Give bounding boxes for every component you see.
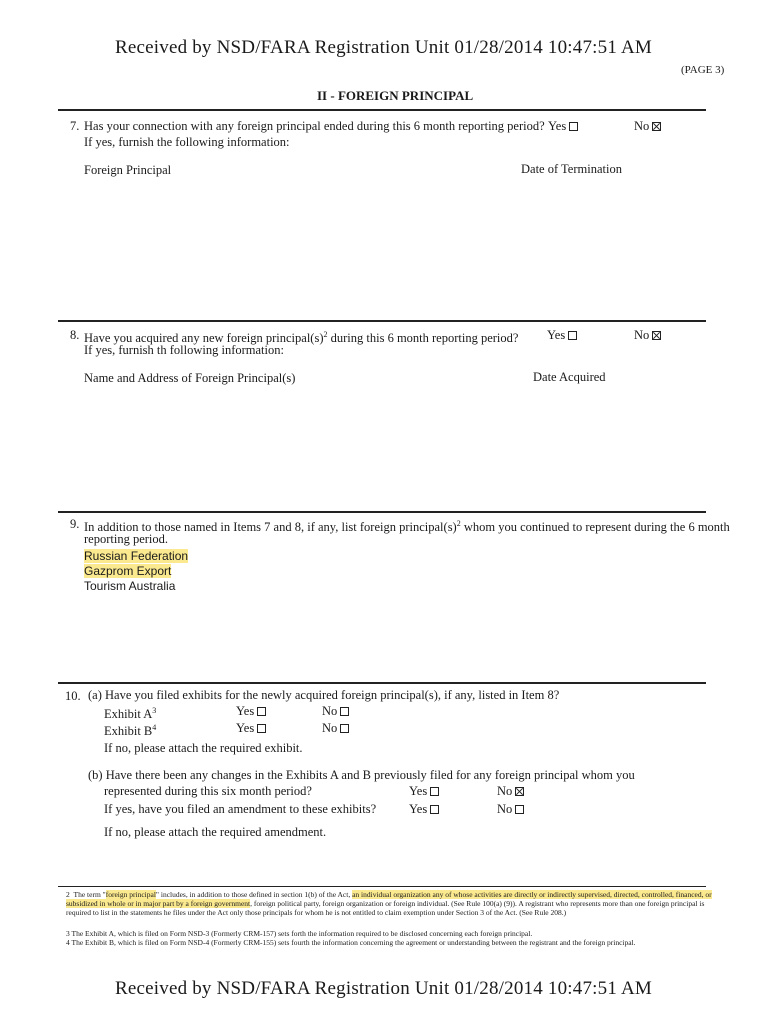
q9-text bbox=[84, 516, 730, 535]
exhibit-a-yes-checkbox[interactable] bbox=[257, 707, 266, 716]
q10b-text-line2: represented during this six month period? bbox=[104, 784, 312, 798]
principal-item: Gazprom Export bbox=[84, 564, 172, 578]
q10b-changes-no bbox=[497, 783, 524, 799]
received-stamp-bottom: Received by NSD/FARA Registration Unit 01/28/2014 10:47:51 AM bbox=[115, 978, 652, 999]
footnote-2-highlight-definition: an individual organization any of whose activities are directly or indirectly supervised, directed, controlled, financed, or subsidized in whole or in major part by a foreign government bbox=[66, 890, 712, 908]
q10b-amendment-yes-label: Yes bbox=[409, 802, 428, 816]
exhibit-b-text: Exhibit B bbox=[104, 724, 153, 739]
q7-yes-label: Yes bbox=[548, 119, 567, 133]
q8-yes-label: Yes bbox=[547, 328, 566, 342]
q8-footnote-ref: 2 bbox=[323, 330, 328, 339]
exhibit-a-no-label: No bbox=[322, 704, 338, 718]
divider bbox=[58, 682, 706, 684]
q7-yes-checkbox[interactable] bbox=[569, 122, 578, 131]
q10b-changes-yes-checkbox[interactable] bbox=[430, 787, 439, 796]
q10b-amendment-yes bbox=[409, 801, 439, 817]
q10-number: 10. bbox=[65, 689, 81, 703]
exhibit-b-no-checkbox[interactable] bbox=[340, 724, 349, 733]
q7-no bbox=[634, 118, 661, 134]
q7-number: 7. bbox=[70, 119, 80, 133]
q8-no-label: No bbox=[634, 328, 650, 342]
q10b-changes-yes-label: Yes bbox=[409, 784, 428, 798]
q8-yes-checkbox[interactable] bbox=[568, 331, 577, 340]
exhibit-b-yes bbox=[236, 720, 266, 736]
footnote-2 bbox=[66, 890, 716, 917]
footnote-2-part-b: " includes, in addition to those defined in section 1(b) of the Act, bbox=[155, 890, 353, 899]
exhibit-a-text: Exhibit A bbox=[104, 707, 153, 722]
divider bbox=[58, 109, 706, 111]
q7-yes bbox=[548, 118, 578, 134]
exhibit-a-yes bbox=[236, 703, 266, 719]
q8-col-date-acquired: Date Acquired bbox=[533, 370, 606, 384]
q10a-instruction: If no, please attach the required exhibit. bbox=[104, 741, 303, 755]
q7-no-label: No bbox=[634, 119, 650, 133]
q9-text-post: whom you continued to represent during the 6 month bbox=[460, 520, 730, 535]
divider bbox=[58, 320, 706, 322]
exhibit-a-yes-label: Yes bbox=[236, 704, 255, 718]
q7-no-checkbox[interactable] bbox=[652, 122, 661, 131]
q7-col-date-termination: Date of Termination bbox=[521, 162, 622, 176]
exhibit-b-no bbox=[322, 720, 349, 736]
q10b-changes-no-label: No bbox=[497, 784, 513, 798]
q7-text: Has your connection with any foreign principal ended during this 6 month reporting period? bbox=[84, 119, 545, 133]
q10a-text: (a) Have you filed exhibits for the newly acquired foreign principal(s), if any, listed in Item 8? bbox=[88, 688, 560, 702]
exhibit-b-no-label: No bbox=[322, 721, 338, 735]
footnote-2-part-c: , foreign political party, foreign organization or foreign individual. (See Rule 100(a) (9)). A registrant who represents more than one foreign principal is required to list in the statements he files under the Act only those principals for whom he is not entitled to claim exemption under Section 3 of the Act. (See Rule 208.) bbox=[66, 899, 705, 917]
q10b-amendment-yes-checkbox[interactable] bbox=[430, 805, 439, 814]
footnote-divider bbox=[58, 886, 706, 887]
q8-col-name-address: Name and Address of Foreign Principal(s) bbox=[84, 371, 296, 385]
q10b-changes-no-checkbox[interactable] bbox=[515, 787, 524, 796]
q10b-amendment-no-checkbox[interactable] bbox=[515, 805, 524, 814]
divider bbox=[58, 511, 706, 513]
q9-number: 9. bbox=[70, 517, 80, 531]
q10b-changes-yes bbox=[409, 783, 439, 799]
footnote-2-number: 2 bbox=[66, 890, 70, 899]
q9-text-line2: reporting period. bbox=[84, 532, 169, 546]
exhibit-b-footnote-ref: 4 bbox=[152, 723, 157, 732]
footnote-3: 3 The Exhibit A, which is filed on Form NSD-3 (Formerly CRM-157) sets forth the information required to be disclosed concerning each foreign principal. bbox=[66, 929, 533, 938]
principal-item: Russian Federation bbox=[84, 549, 189, 563]
q9-text-pre: In addition to those named in Items 7 and 8, if any, list foreign principal(s) bbox=[84, 520, 457, 535]
exhibit-b-yes-label: Yes bbox=[236, 721, 255, 735]
exhibit-a-no-checkbox[interactable] bbox=[340, 707, 349, 716]
q8-instruction: If yes, furnish th following information: bbox=[84, 343, 284, 357]
q9-footnote-ref: 2 bbox=[456, 519, 461, 528]
principal-item: Tourism Australia bbox=[84, 579, 176, 593]
q8-yes bbox=[547, 327, 577, 343]
exhibit-b-label bbox=[104, 720, 156, 739]
q10b-text-line3: If yes, have you filed an amendment to these exhibits? bbox=[104, 802, 377, 816]
exhibit-a-no bbox=[322, 703, 349, 719]
q7-instruction: If yes, furnish the following information: bbox=[84, 135, 290, 149]
q8-text-post: during this 6 month reporting period? bbox=[327, 331, 519, 346]
q10b-amendment-no bbox=[497, 801, 524, 817]
q8-number: 8. bbox=[70, 328, 80, 342]
received-stamp-top: Received by NSD/FARA Registration Unit 01/28/2014 10:47:51 AM bbox=[115, 37, 652, 58]
q10b-amendment-no-label: No bbox=[497, 802, 513, 816]
q8-no-checkbox[interactable] bbox=[652, 331, 661, 340]
q8-text-pre: Have you acquired any new foreign principal(s) bbox=[84, 331, 324, 346]
q7-col-foreign-principal: Foreign Principal bbox=[84, 163, 172, 177]
exhibit-b-yes-checkbox[interactable] bbox=[257, 724, 266, 733]
q10b-text-line1: (b) Have there been any changes in the Exhibits A and B previously filed for any foreign principal whom you bbox=[88, 768, 635, 782]
q10b-instruction: If no, please attach the required amendment. bbox=[104, 825, 327, 839]
page-number: (PAGE 3) bbox=[681, 64, 725, 76]
section-title: II - FOREIGN PRINCIPAL bbox=[317, 88, 474, 103]
footnote-2-highlight-term: foreign principal bbox=[105, 890, 156, 899]
principal-list bbox=[84, 549, 188, 594]
q8-no bbox=[634, 327, 661, 343]
footnote-4: 4 The Exhibit B, which is filed on Form NSD-4 (Formerly CRM-155) sets fourth the information concerning the agreement or understanding between the registrant and the foreign principal. bbox=[66, 938, 636, 947]
exhibit-a-footnote-ref: 3 bbox=[152, 706, 157, 715]
footnote-2-part-a: The term " bbox=[73, 890, 106, 899]
